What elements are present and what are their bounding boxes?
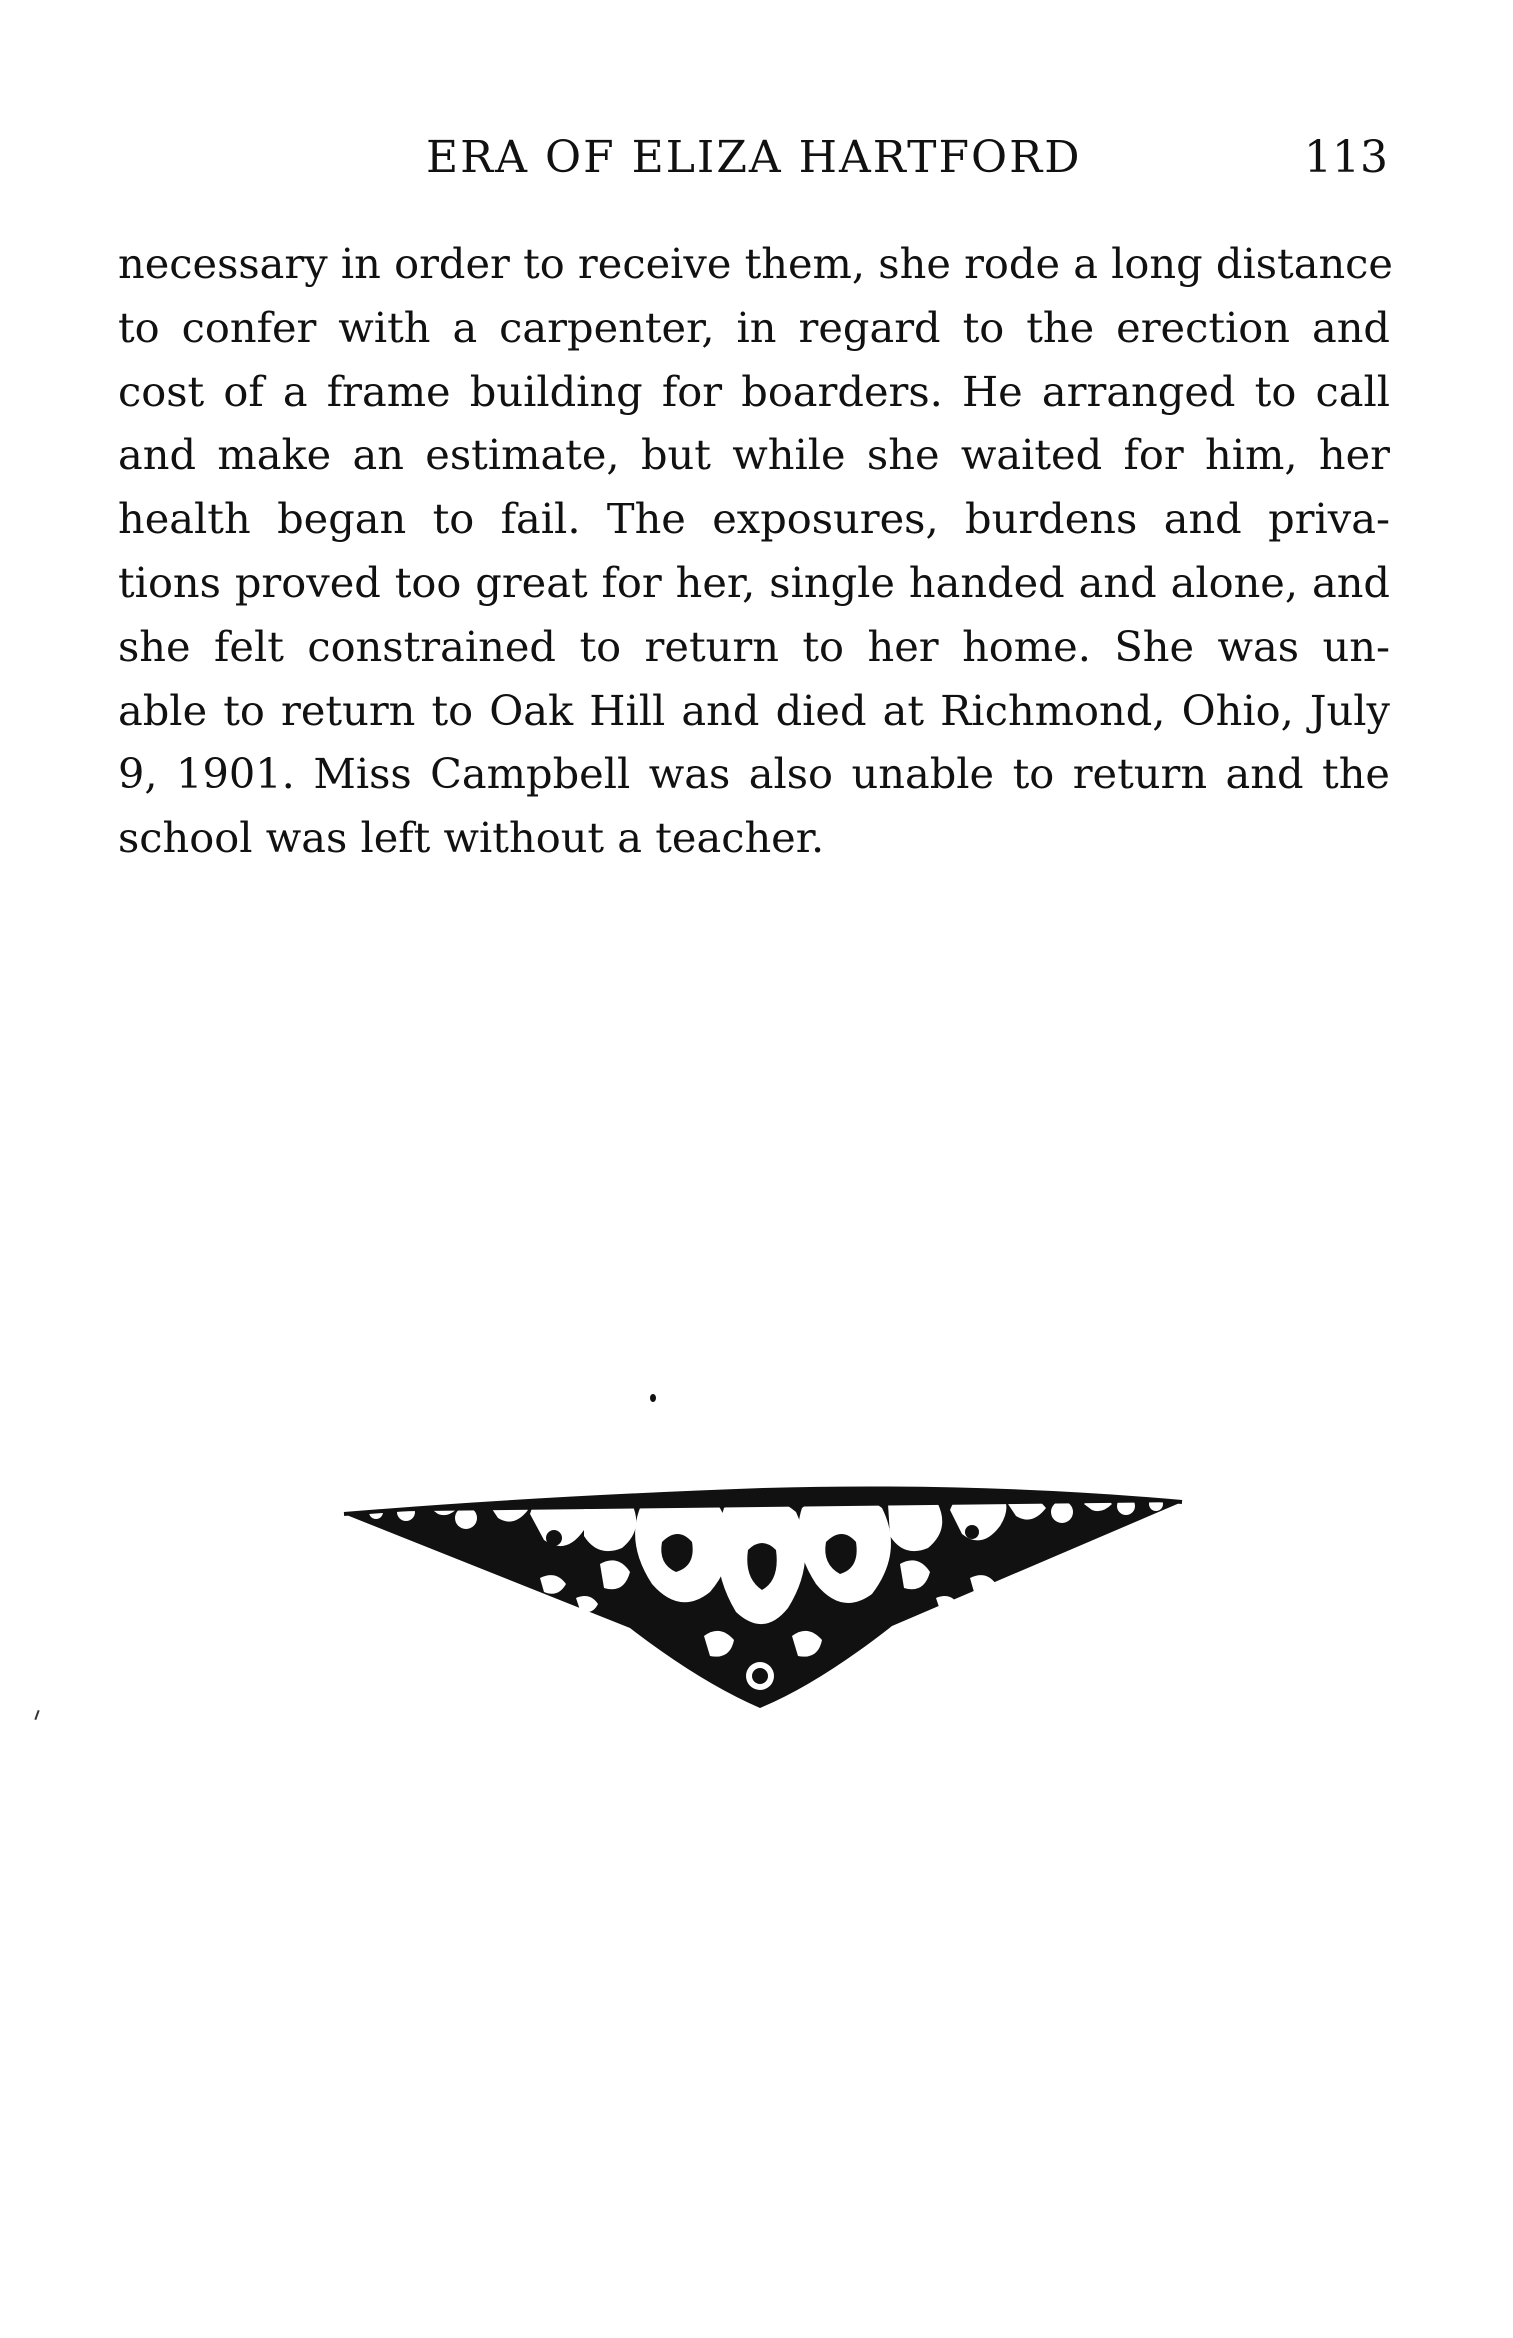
text-line: able to return to Oak Hill and died at Richmond, Ohio, July bbox=[118, 685, 1390, 735]
page-number: 113 bbox=[1304, 132, 1388, 183]
text-line: she felt constrained to return to her home. She was un- bbox=[118, 621, 1390, 671]
ink-speck bbox=[34, 1710, 39, 1720]
text-line: and make an estimate, but while she waited for him, her bbox=[118, 430, 1390, 480]
ink-speck bbox=[650, 1394, 656, 1402]
text-line: school was left without a teacher. bbox=[118, 813, 825, 863]
tailpiece-scroll-ornament-icon bbox=[340, 1468, 1186, 1720]
text-line: 9, 1901. Miss Campbell was also unable to return and the bbox=[118, 749, 1390, 799]
text-line: cost of a frame building for boarders. He arranged to call bbox=[118, 366, 1390, 416]
text-line: health began to fail. The exposures, burdens and priva- bbox=[118, 494, 1390, 544]
text-line: tions proved too great for her, single handed and alone, and bbox=[118, 557, 1390, 607]
body-paragraph bbox=[118, 232, 1393, 870]
text-line: to confer with a carpenter, in regard to the erection and bbox=[118, 302, 1390, 352]
running-head bbox=[120, 128, 1388, 188]
text-line: necessary in order to receive them, she rode a long distance bbox=[118, 239, 1393, 288]
running-title: ERA OF ELIZA HARTFORD bbox=[426, 132, 1082, 183]
